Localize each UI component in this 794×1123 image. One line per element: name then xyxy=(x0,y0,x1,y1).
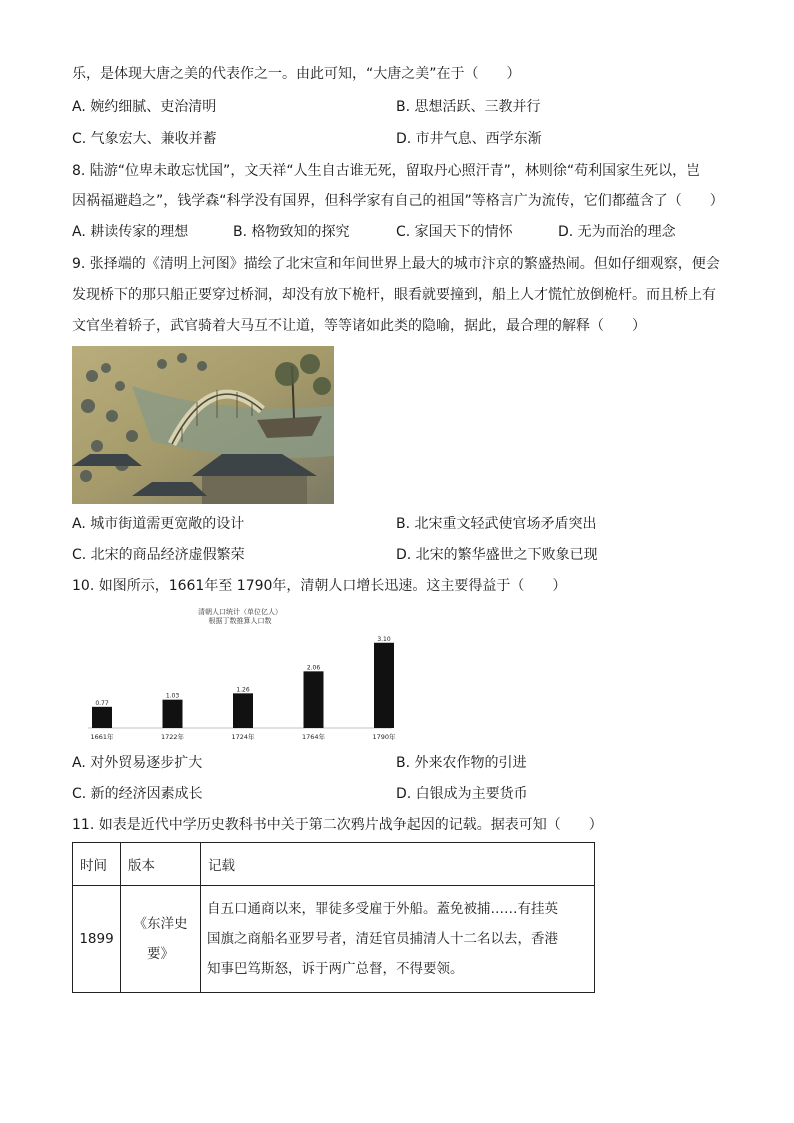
qingming-painting-image xyxy=(72,346,334,504)
table-header-edition: 版本 xyxy=(121,843,201,886)
q9-option-a: A. 城市街道需更宽敞的设计 xyxy=(72,516,245,532)
cell-year: 1899 xyxy=(73,886,121,993)
cell-record-line2: 国旗之商船名亚罗号者，清廷官员捕清人十二名以去，香港 xyxy=(207,931,558,947)
q9-option-d: D. 北宋的繁华盛世之下败象已现 xyxy=(396,547,598,563)
bar-1722年 xyxy=(163,700,183,728)
q7-option-b: B. 思想活跃、三教并行 xyxy=(396,99,541,115)
q8-stem-line1: 8. 陆游“位卑未敢忘忧国”，文天祥“人生自古谁无死，留取丹心照汗青”，林则徐“苟利国家生死以，岂 xyxy=(72,163,701,179)
bar-value-label: 2.06 xyxy=(306,664,321,672)
q8-option-d: D. 无为而治的理念 xyxy=(558,224,676,240)
cell-edition-line2: 要》 xyxy=(147,946,174,962)
q7-stem-tail: 乐，是体现大唐之美的代表作之一。由此可知，“大唐之美”在于（ ） xyxy=(72,66,521,82)
x-tick-label: 1722年 xyxy=(160,733,185,741)
chart-title: 清朝人口统计（单位亿人） xyxy=(198,608,282,616)
q8-stem-line2: 因祸福避趋之”，钱学森“科学没有国界，但科学家有自己的祖国”等格言广为流传，它们都蕴含了（ ） xyxy=(72,193,724,209)
bar-value-label: 1.03 xyxy=(165,692,180,700)
q9-stem-line2: 发现桥下的那只船正要穿过桥洞，却没有放下桅杆，眼看就要撞到，船上人才慌忙放倒桅杆。而且桥上有 xyxy=(72,287,716,303)
q10-option-d: D. 白银成为主要货币 xyxy=(396,786,528,802)
q9-stem-line1: 9. 张择端的《清明上河图》描绘了北宋宣和年间世界上最大的城市汴京的繁盛热闹。但如仔细观察，便会 xyxy=(72,256,720,272)
q10-stem: 10. 如图所示，1661年至 1790年，清朝人口增长迅速。这主要得益于（ ） xyxy=(72,578,567,594)
cell-record-line3: 知事巴笃斯怒，诉于两广总督，不得要领。 xyxy=(207,961,464,977)
q10-option-c: C. 新的经济因素成长 xyxy=(72,786,203,802)
table-header-record: 记载 xyxy=(201,843,595,886)
population-bar-chart xyxy=(84,604,396,746)
bar-value-label: 3.10 xyxy=(377,635,391,643)
q9-stem-line3: 文官坐着轿子，武官骑着大马互不让道，等等诸如此类的隐喻，据此，最合理的解释（ ） xyxy=(72,318,646,334)
x-tick-label: 1764年 xyxy=(301,733,326,741)
q8-option-c: C. 家国天下的情怀 xyxy=(396,224,513,240)
q10-option-a: A. 对外贸易逐步扩大 xyxy=(72,755,203,771)
table-header-row xyxy=(73,843,595,886)
cell-edition xyxy=(121,886,201,993)
q11-stem: 11. 如表是近代中学历史教科书中关于第二次鸦片战争起因的记载。据表可知（ ） xyxy=(72,817,603,833)
x-tick-label: 1724年 xyxy=(231,733,255,741)
q8-option-b: B. 格物致知的探究 xyxy=(233,224,350,240)
q10-option-b: B. 外来农作物的引进 xyxy=(396,755,527,771)
q9-option-c: C. 北宋的商品经济虚假繁荣 xyxy=(72,547,245,563)
q7-option-c: C. 气象宏大、兼收并蓄 xyxy=(72,131,217,147)
cell-edition-line1: 《东洋史 xyxy=(133,916,188,932)
bar-1724年 xyxy=(233,693,253,728)
chart-subtitle: 根据丁数推算人口数 xyxy=(208,617,272,625)
table-row xyxy=(73,886,595,993)
bar-value-label: 1.26 xyxy=(236,686,250,694)
q9-option-b: B. 北宋重文轻武使官场矛盾突出 xyxy=(396,516,597,532)
history-record-table xyxy=(72,842,595,993)
q7-option-a: A. 婉约细腻、吏治清明 xyxy=(72,99,217,115)
bar-1661年 xyxy=(92,707,112,728)
x-tick-label: 1661年 xyxy=(90,733,114,741)
bar-1790年 xyxy=(374,643,394,728)
x-tick-label: 1790年 xyxy=(372,733,396,741)
q7-option-d: D. 市井气息、西学东渐 xyxy=(396,131,542,147)
q8-option-a: A. 耕读传家的理想 xyxy=(72,224,189,240)
table-header-time: 时间 xyxy=(73,843,121,886)
cell-record-line1: 自五口通商以来，罪徒多受雇于外船。蓋免被捕……有挂英 xyxy=(207,901,558,917)
bar-1764年 xyxy=(304,671,324,728)
bar-value-label: 0.77 xyxy=(95,699,109,707)
cell-record xyxy=(201,886,595,993)
